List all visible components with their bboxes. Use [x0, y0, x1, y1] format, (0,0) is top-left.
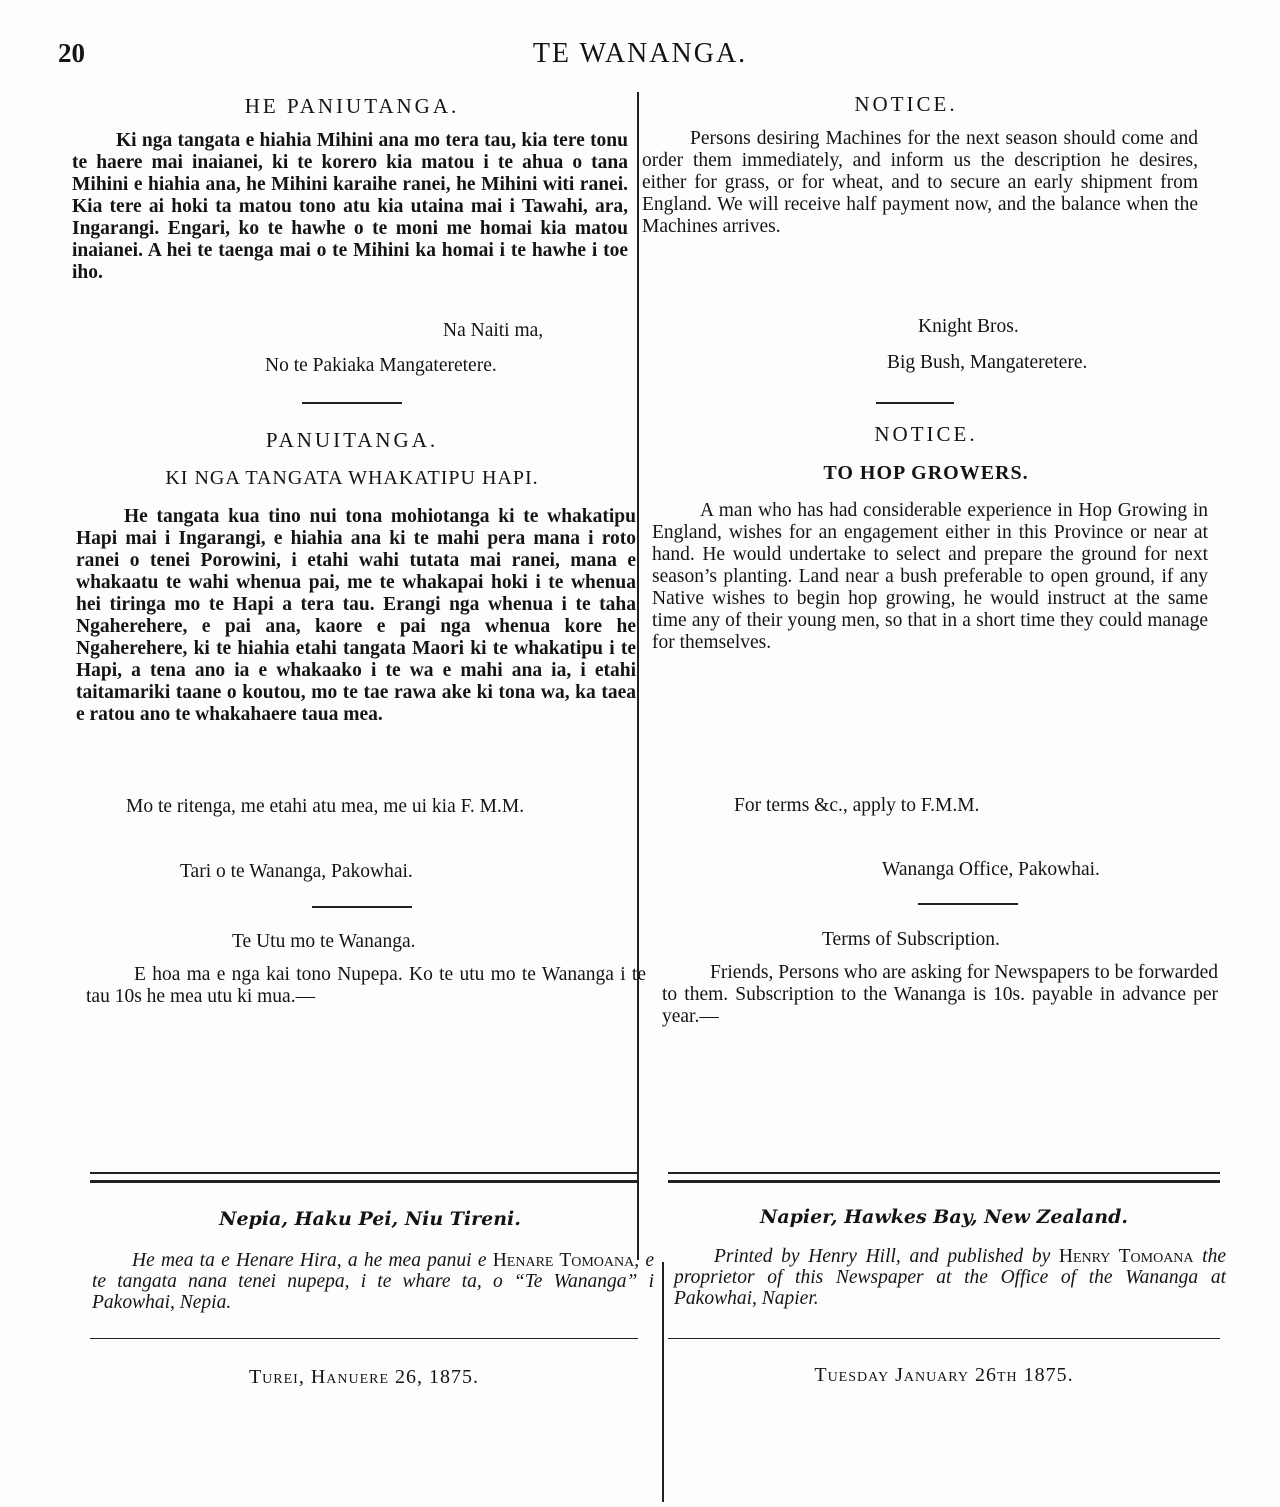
left-imprint-title: Nepia, Haku Pei, Niu Tireni.	[219, 1208, 521, 1230]
left-date: Turei, Hanuere 26, 1875.	[248, 1366, 480, 1388]
left-separator-1	[302, 402, 402, 404]
left-notice-signature: Na Naiti ma,	[443, 320, 544, 341]
footer-rule-right-top-2	[668, 1180, 1220, 1183]
footer-rule-right-top	[668, 1172, 1220, 1174]
left-panuitanga-terms: Mo te ritenga, me etahi atu mea, me ui kia F. M.M.	[126, 796, 525, 817]
right-imprint-name: Henry Tomoana	[1058, 1246, 1194, 1267]
masthead: TE WANANGA.	[532, 38, 748, 69]
left-panuitanga-heading: PANUITANGA.	[265, 428, 439, 452]
right-notice-signature: Knight Bros.	[918, 316, 1019, 337]
left-subscription-heading: Te Utu mo te Wananga.	[232, 931, 416, 952]
right-separator-2	[918, 903, 1018, 905]
right-subscription-heading: Terms of Subscription.	[822, 929, 1000, 950]
right-separator-1	[876, 402, 954, 404]
right-imprint-body-end: the proprietor of this Newspaper at the Office of the Wananga at Pakowhai, Napier.	[674, 1246, 1227, 1309]
right-hop-body: A man who has had considerable experience in Hop Growing in England, wishes for an engagement either in this Province or near at hand. He would undertake to select and prepare the ground for next season’s planting. Land near a bush preferable to open ground, if any Native wishes to begin hop growing, he would instruct at the same time any of their young men, so that in a short time they could manage for themselves.	[652, 500, 1208, 653]
right-hop-terms: For terms &c., apply to F.M.M.	[734, 795, 980, 816]
left-notice-heading: HE PANIUTANGA.	[244, 94, 460, 118]
column-divider-lower	[662, 1262, 664, 1502]
footer-rule-left-bottom	[90, 1338, 638, 1339]
footer-rule-left-top	[90, 1172, 638, 1174]
left-separator-2	[312, 906, 412, 908]
left-panuitanga-subheading: KI NGA TANGATA WHAKATIPU HAPI.	[165, 467, 539, 489]
left-imprint-body-start: He mea ta e Henare Hira, a he mea panui e	[132, 1250, 493, 1271]
right-imprint-body	[674, 1246, 1226, 1309]
footer-rule-left-top-2	[90, 1180, 638, 1183]
column-divider	[637, 92, 639, 1260]
left-notice-place: No te Pakiaka Mangateretere.	[265, 355, 497, 376]
right-imprint-body-start: Printed by Henry Hill, and published by	[714, 1246, 1059, 1267]
left-notice-body: Ki nga tangata e hiahia Mihini ana mo tera tau, kia tere tonu te haere mai inaianei, ki te korero kia matou i te ahua o tana Mihini e hiahia ana, he Mihini karaihe ranei, he Mihini witi ranei. Kia tere ai hoki ta matou tono atu kia utaina mai i Tawahi, ara, Ingarangi. Engari, ko te hawhe o te moni me homai kia matou inaianei. A hei te taenga mai o te Mihini ka homai i te hawhe i toe iho.	[72, 130, 628, 283]
footer-rule-right-bottom	[668, 1338, 1220, 1339]
left-panuitanga-office: Tari o te Wananga, Pakowhai.	[180, 861, 413, 882]
left-panuitanga-body: He tangata kua tino nui tona mohiotanga ki te whakatipu Hapi mai i Ingarangi, e hiahia ana ki te mahi pera mana i roto ranei o tenei Porowini, i etahi wahi tutata mai ranei, mana e whakaatu te wahi whenua pai, me te whakapai hoki i te whenua hei tiringa mo te Hapi a tera tau. Erangi nga whenua i te taha Ngaherehere, e pai ana, kaore e pai nga whenua kore he Ngaherehere, ki te hiahia etahi tangata Maori ki te whakatipu i te Hapi, a tena ano ia e whakaako i te wa e mahi ana ia, i etahi taitamariki taane o koutou, mo te tae rawa ake ki tona wa, ka taea e ratou ano te whakahaere taua mea.	[76, 506, 636, 725]
left-imprint-body	[92, 1250, 654, 1313]
right-hop-heading: NOTICE.	[874, 422, 978, 446]
right-date: Tuesday January 26th 1875.	[814, 1364, 1074, 1386]
right-imprint-title: Napier, Hawkes Bay, New Zealand.	[759, 1206, 1129, 1228]
left-subscription-body: E hoa ma e nga kai tono Nupepa. Ko te utu mo te Wananga i te tau 10s he mea utu ki mua.—	[86, 964, 646, 1007]
right-hop-subheading: TO HOP GROWERS.	[823, 462, 1029, 484]
right-notice-place: Big Bush, Mangateretere.	[887, 352, 1088, 373]
right-notice-heading: NOTICE.	[854, 92, 958, 116]
left-imprint-name: Henare Tomoana	[492, 1250, 635, 1271]
right-notice-body: Persons desiring Machines for the next season should come and order them immediately, and inform us the description he desires, either for grass, or for wheat, and to secure an early shipment from England. We will receive half payment now, and the balance when the Machines arrives.	[642, 128, 1198, 237]
right-hop-office: Wananga Office, Pakowhai.	[882, 859, 1100, 880]
page-number: 20	[58, 38, 85, 68]
left-imprint-body-end: , e te tangata nana tenei nupepa, i te whare ta, o “Te Wananga” i Pakowhai, Nepia.	[92, 1250, 655, 1313]
right-subscription-body: Friends, Persons who are asking for Newspapers to be forwarded to them. Subscription to the Wananga is 10s. payable in advance per year.—	[662, 962, 1218, 1027]
